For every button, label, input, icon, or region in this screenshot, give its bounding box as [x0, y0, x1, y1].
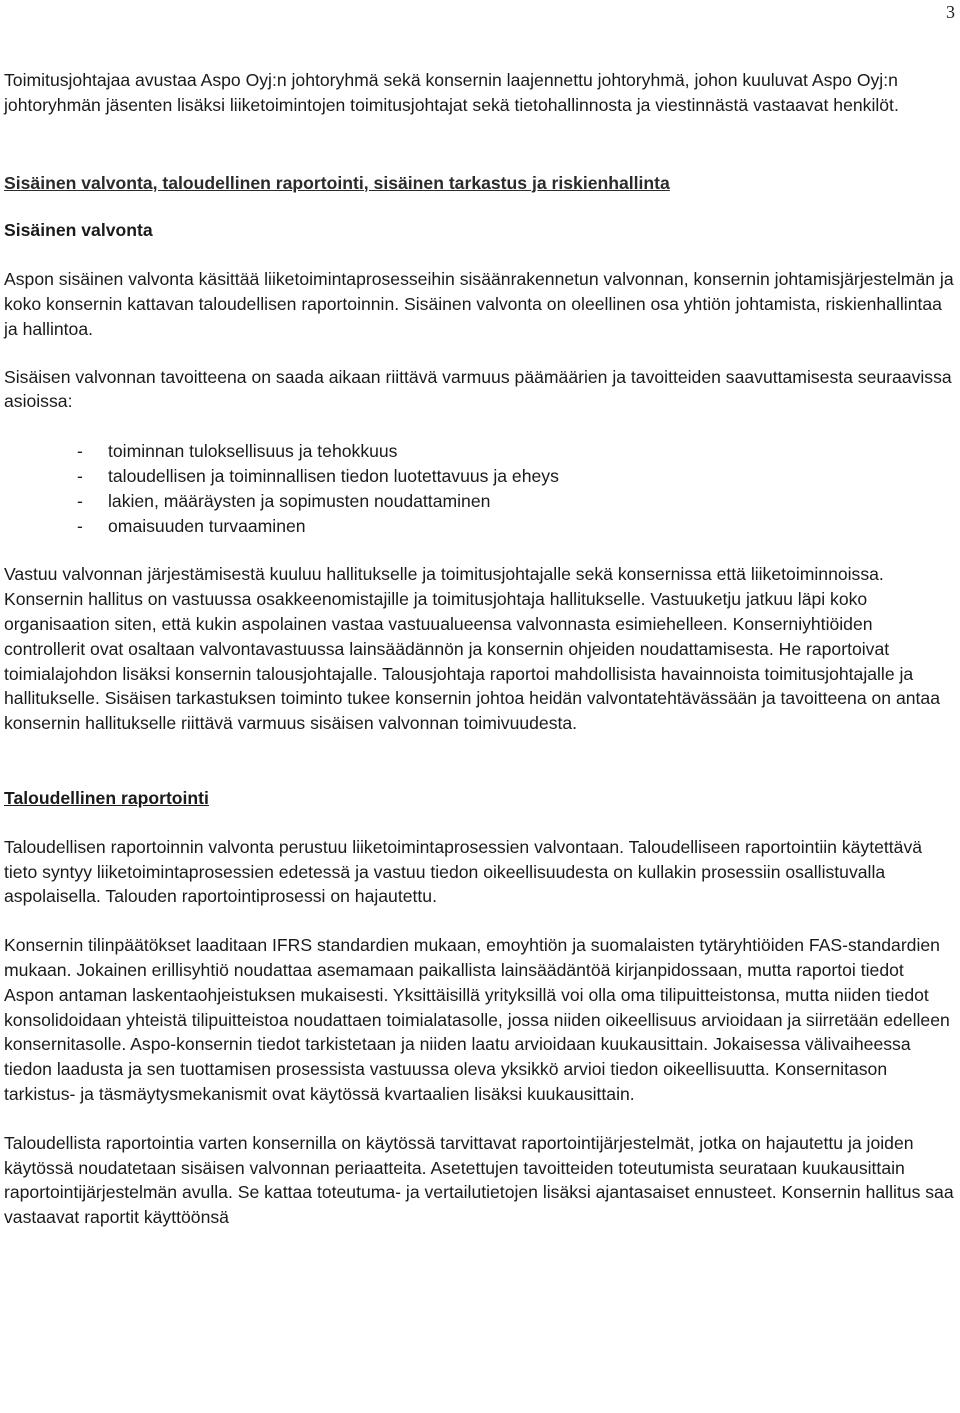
financial-paragraph: Konsernin tilinpäätökset laaditaan IFRS standardien mukaan, emoyhtiön ja suomalaisten tytäryhtiöiden FAS-standardien mukaan. Jokainen erillisyhtiö noudattaa asemamaan paikallista lainsäädäntöä kirjanpidossaan, mutta raportoi tiedot Aspon antaman laskentaohjeistuksen mukaisesti. Yksittäisillä yrityksillä voi olla oma tilipuitteistonsa, mutta niiden tiedot konsolidoidaan yhteistä tilipuitteistoa noudattaen toimialatasolle, jossa niiden oikeellisuus arvioidaan ja siirretään edelleen konsernitasolle. Aspo-konsernin tiedot tarkistetaan ja niiden laatu arvioidaan kuukausittain. Jokaisessa välivaiheessa tiedon laadusta ja sen tuottamisen prosessista vastuussa oleva yksikkö arvioi tiedon oikeellisuutta. Konsernitason tarkistus- ja täsmäytysmekanismit ovat käytössä kvartaalien lisäksi kuukausittain. — [4, 935, 950, 1104]
internal-control-paragraph: Aspon sisäinen valvonta käsittää liiketoimintaprosesseihin sisäänrakennetun valvonnan, konsernin johtamisjärjestelmän ja koko konsernin kattavan taloudellisen raportoinnin. Sisäinen valvonta on oleellinen osa yhtiön johtamista, riskienhallintaa ja hallintoa. — [4, 269, 954, 339]
sub-heading-internal-control: Sisäinen valvonta — [4, 220, 153, 241]
list-item-text: taloudellisen ja toiminnallisen tiedon luotettavuus ja eheys — [108, 465, 559, 486]
list-item — [4, 489, 954, 514]
list-item — [4, 439, 954, 464]
goal-paragraph: Sisäisen valvonnan tavoitteena on saada aikaan riittävä varmuus päämäärien ja tavoitteiden saavuttamisesta seuraavissa asioissa: — [4, 366, 952, 412]
list-item — [4, 464, 954, 489]
goal-list — [4, 439, 954, 538]
financial-reporting-heading: Taloudellinen raportointi — [4, 787, 209, 808]
intro-paragraph: Toimitusjohtajaa avustaa Aspo Oyj:n johtoryhmä sekä konsernin laajennettu johtoryhmä, johon kuuluvat Aspo Oyj:n johtoryhmän jäsenten lisäksi liiketoimintojen toimitusjohtajat sekä tietohallinnosta ja viestinnästä vastaavat henkilöt. — [4, 70, 899, 115]
financial-paragraph: Taloudellisen raportoinnin valvonta perustuu liiketoimintaprosessien valvontaan. Taloudelliseen raportointiin käytettävä tieto syntyy liiketoimintaprosessien edetessä ja vastuu tiedon oikeellisuudesta on kullakin prosessiin osallistuvalla aspolaisella. Talouden raportointiprosessi on hajautettu. — [4, 836, 923, 907]
list-item-text: toiminnan tuloksellisuus ja tehokkuus — [108, 441, 398, 462]
dash-bullet: - — [77, 441, 83, 462]
list-item-text: omaisuuden turvaaminen — [108, 515, 306, 536]
document-body — [4, 68, 954, 1230]
dash-bullet: - — [77, 515, 83, 536]
dash-bullet: - — [77, 490, 83, 511]
financial-paragraph: Taloudellista raportointia varten konsernilla on käytössä tarvittavat raportointijärjestelmät, jotka on hajautettu ja joiden käytössä noudatetaan sisäisen valvonnan periaatteita. Asetettujen tavoitteiden toteutumista seurataan kuukausittain raportointijärjestelmän avulla. Se kattaa toteutuma- ja vertailutietojen lisäksi ajantasaiset ennusteet. Konsernin hallitus saa vastaavat raportit käyttöönsä — [4, 1132, 954, 1228]
main-heading: Sisäinen valvonta, taloudellinen raportointi, sisäinen tarkastus ja riskienhallinta — [4, 172, 670, 193]
page-number: 3 — [946, 2, 955, 22]
list-item — [4, 514, 954, 539]
dash-bullet: - — [77, 465, 83, 486]
list-item-text: lakien, määräysten ja sopimusten noudattaminen — [108, 490, 491, 511]
responsibility-paragraph: Vastuu valvonnan järjestämisestä kuuluu hallitukselle ja toimitusjohtajalle sekä konsernissa että liiketoiminnoissa. Konsernin hallitus on vastuussa osakkeenomistajille ja toimitusjohtaja hallitukselle. Vastuuketju jatkuu läpi koko organisaation siten, että kukin aspolainen vastaa vastuualueensa valvonnasta esimiehelleen. Konserniyhtiöiden controllerit ovat osaltaan valvontavastuussa lainsäädännön ja konsernin ohjeiden noudattamisesta. He raportoivat toimialajohdon lisäksi konsernin talousjohtajalle. Talousjohtaja raportoi mahdollisista havainnoista toimitusjohtajalle ja hallitukselle. Sisäisen tarkastuksen toiminto tukee konsernin johtoa heidän valvontatehtävässään ja tavoitteena on antaa konsernin hallitukselle riittävä varmuus sisäisen valvonnan toimivuudesta. — [4, 564, 940, 734]
